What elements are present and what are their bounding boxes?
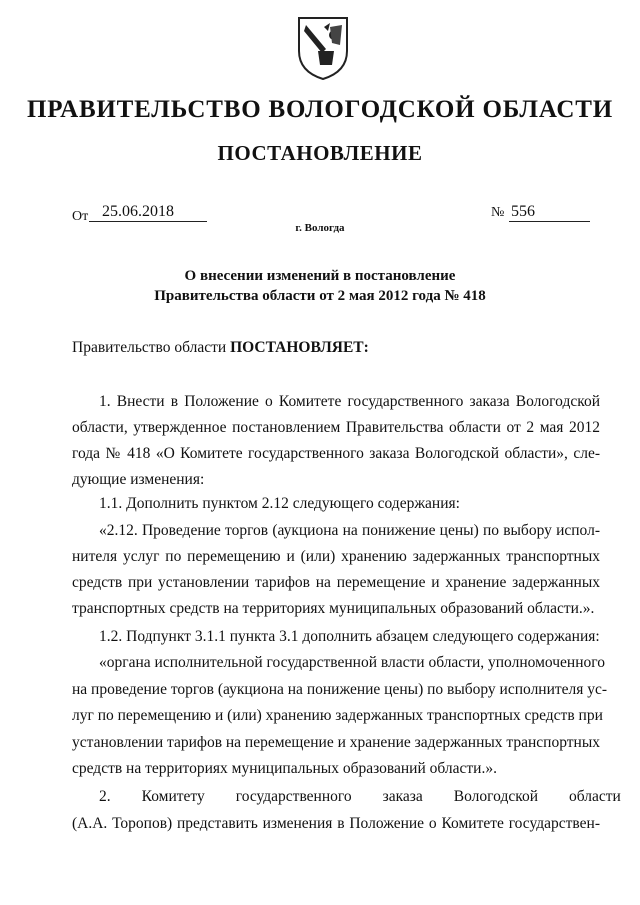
body-line: года № 418 «О Комитете государственного заказа Вологодской области», сле- — [72, 445, 600, 462]
body-line: средств на территориях муниципальных образований области.». — [72, 760, 497, 777]
government-title: ПРАВИТЕЛЬСТВО ВОЛОГОДСКОЙ ОБЛАСТИ — [26, 96, 614, 123]
body-line: «2.12. Проведение торгов (аукциона на понижение цены) по выбору испол- — [99, 522, 600, 539]
document-number: 556 — [509, 203, 590, 222]
number-prefix: № — [491, 205, 505, 220]
city-label: г. Вологда — [295, 222, 345, 234]
body-line: 1. Внести в Положение о Комитете государственного заказа Вологодской — [99, 393, 600, 410]
body-line: «органа исполнительной государственной власти области, уполномоченного — [99, 654, 605, 671]
date-value: 25.06.2018 — [89, 203, 207, 222]
body-line: 1.1. Дополнить пунктом 2.12 следующего содержания: — [99, 495, 460, 512]
preamble-bold: ПОСТАНОВЛЯЕТ: — [230, 339, 369, 356]
preamble-text: Правительство области — [72, 339, 231, 356]
body-line: средств при установлении тарифов на перемещение и хранение задержанных — [72, 574, 600, 591]
preamble — [72, 339, 369, 357]
body-line: (А.А. Торопов) представить изменения в Положение о Комитете государствен- — [72, 815, 600, 832]
body-line: области, утвержденное постановлением Правительства области от 2 мая 2012 — [72, 419, 600, 436]
date-prefix: От — [72, 209, 89, 224]
coat-of-arms-icon — [296, 15, 350, 81]
document-type: ПОСТАНОВЛЕНИЕ — [217, 141, 423, 165]
body-line: луг по перемещению и (или) хранению задержанных транспортных средств при — [72, 707, 603, 724]
body-line: 2. Комитету государственного заказа Вологодской области — [99, 788, 621, 805]
body-line: транспортных средств на территориях муниципальных образований области.». — [72, 600, 595, 617]
body-line: установлении тарифов на перемещение и хранение задержанных транспортных — [72, 734, 600, 751]
body-line: нителя услуг по перемещению и (или) хранению задержанных транспортных — [72, 548, 600, 565]
body-line: 1.2. Подпункт 3.1.1 пункта 3.1 дополнить абзацем следующего содержания: — [99, 628, 600, 645]
subject-line-2: Правительства области от 2 мая 2012 года № 418 — [154, 288, 486, 304]
subject-line-1: О внесении изменений в постановление — [184, 268, 456, 284]
body-line: дующие изменения: — [72, 471, 205, 488]
body-line: на проведение торгов (аукциона на понижение цены) по выбору исполнителя ус- — [72, 681, 608, 698]
